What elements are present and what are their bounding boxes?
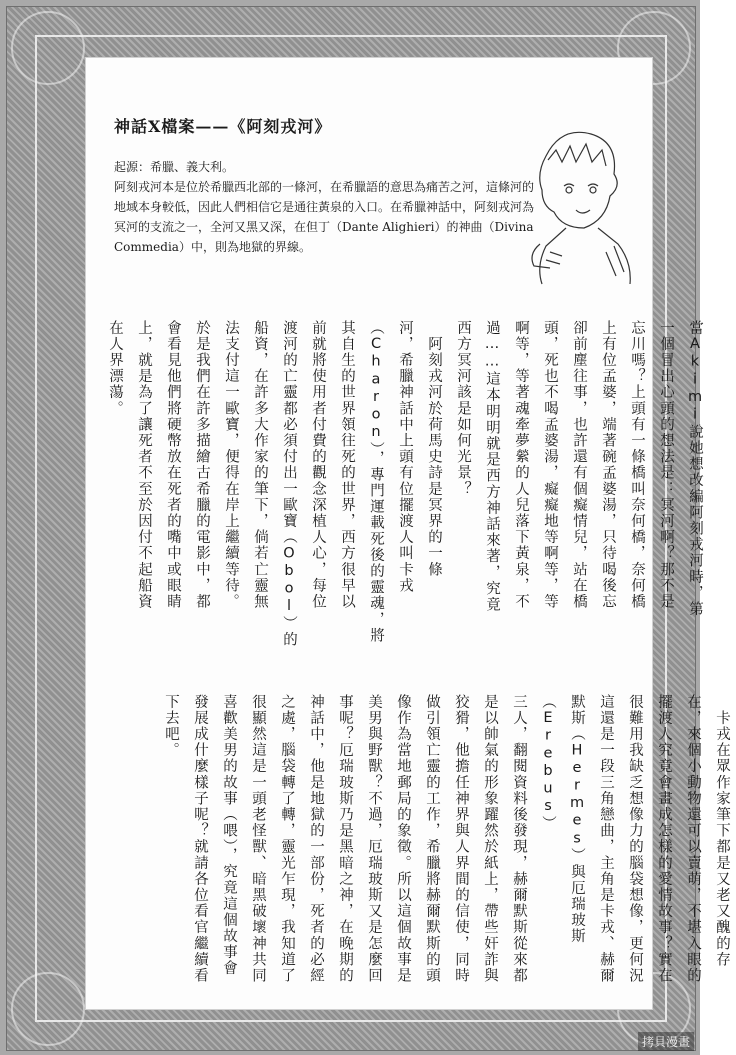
- text-column: 西方冥河該是如何光景？: [455, 320, 471, 498]
- text-column: 神話中，他是地獄的一部份，死者的必經: [308, 694, 324, 984]
- text-column: 其自生的世界領往死的世界，西方很早以: [339, 320, 355, 610]
- myth-file-header: [114, 114, 544, 257]
- essay-paragraph-lower: [156, 694, 736, 1024]
- text-column: 事呢？厄瑞玻斯乃是黑暗之神，在晚期的: [337, 694, 353, 984]
- text-column: 下去吧。: [163, 694, 179, 759]
- text-column: 狡猾，他擔任神界與人界間的信使，同時: [453, 694, 469, 984]
- text-column: 上，就是為了讓死者不至於因付不起船資: [136, 320, 152, 610]
- text-column: 渡河的亡靈都必須付出一歐寶（Obol）的: [281, 320, 297, 648]
- intro-paragraph: 阿刻戎河本是位於希臘西北部的一條河，在希臘語的意思為痛苦之河，這條河的地域本身較低，因此人們相信它是通往黃泉的入口。在希臘神話中，阿刻戎河為冥河的支流之一，全河又黑又深，在但丁（Dante Alighieri）的神曲（Divina Commedia）中，則為地獄的界線。: [114, 180, 535, 254]
- text-column: 卻前塵往事，也許還有個癡情兒，站在橋: [571, 320, 587, 610]
- text-column: 會看見他們將硬幣放在死者的嘴中或眼睛: [165, 320, 181, 610]
- text-column: 一個冒出心頭的想法是：冥河啊？那不是: [658, 320, 674, 610]
- text-column: 默斯（Hermes）與厄瑞玻斯（Erebus）: [540, 694, 585, 945]
- text-column: 三人，翻閱資料後發現，赫爾默斯從來都: [511, 694, 527, 984]
- text-column: 啊等，等著魂牽夢縈的人兒落下黃泉，不: [513, 320, 529, 610]
- text-column: 於是我們在許多描繪古希臘的電影中，都: [194, 320, 210, 610]
- corner-ornament: [11, 972, 85, 1046]
- text-column: 這還是一段三角戀曲，主角是卡戎、赫爾: [598, 694, 614, 984]
- text-column: 擺渡人究竟會畫成怎樣的愛情故事？實在: [656, 694, 672, 984]
- text-column: 頭，死也不喝孟婆湯，癡癡地等啊等，等: [542, 320, 558, 610]
- text-sheet: [86, 58, 730, 1009]
- text-column: 很顯然這是一頭老怪獸、暗黑破壞神共同: [250, 694, 266, 984]
- text-column: 前就將使用者付費的觀念深植人心，每位: [310, 320, 326, 610]
- site-watermark: 拷貝漫畫: [638, 1032, 694, 1051]
- text-column: 在，來個小動物還可以賣萌，不堪入眼的: [685, 694, 701, 984]
- text-column: 之處，腦袋轉了轉，靈光乍現，我知道了: [279, 694, 295, 984]
- text-column: 法支付這一歐寶，便得在岸上繼續等待。: [223, 320, 239, 610]
- text-column: 阿刻戎河於荷馬史詩是冥界的一條: [426, 320, 442, 578]
- text-column: 美男與野獸？不過，厄瑞玻斯又是怎麼回: [366, 694, 382, 984]
- text-column: 做引領亡靈的工作，希臘將赫爾默斯的頭: [424, 694, 440, 984]
- essay-column-block-upper: [100, 320, 703, 710]
- text-column: 卡戎在眾作家筆下都是又老又醜的存: [714, 694, 730, 968]
- text-column: 上有位孟婆，端著碗孟婆湯，只待喝後忘: [600, 320, 616, 610]
- text-column: 河，希臘神話中上頭有位擺渡人叫卡戎: [397, 320, 413, 594]
- page-title: 神話X檔案——《阿刻戎河》: [114, 117, 332, 136]
- character-sketch-illustration: [506, 116, 646, 286]
- text-column: 在人界漂蕩。: [107, 320, 123, 417]
- text-column: 是以帥氣的形象躍然於紙上，帶些奸詐與: [482, 694, 498, 984]
- text-column: 當Akimi說她想改編阿刻戎河時，第: [687, 320, 703, 618]
- corner-ornament: [11, 11, 85, 85]
- text-column: 發展成什麼樣子呢？就請各位看官繼續看: [192, 694, 208, 984]
- essay-column-block-lower: [156, 694, 730, 1024]
- text-column: 很難用我缺乏想像力的腦袋想像，更何況: [627, 694, 643, 984]
- text-column: 船資，在許多大作家的筆下，倘若亡靈無: [252, 320, 268, 610]
- origin-line: 起源：希臘、義大利。: [114, 160, 235, 174]
- text-column: （Charon），專門運載死後的靈魂，將: [368, 320, 384, 644]
- text-column: 過……這本明明就是西方神話來著，究竟: [484, 320, 500, 613]
- essay-paragraph-upper: [100, 320, 709, 710]
- text-column: 喜歡美男的故事（喂），究竟這個故事會: [221, 694, 237, 977]
- text-column: 像作為當地郵局的象徵。所以這個故事是: [395, 694, 411, 984]
- text-column: 忘川嗎？上頭有一條橋叫奈何橋，奈何橋: [629, 320, 645, 610]
